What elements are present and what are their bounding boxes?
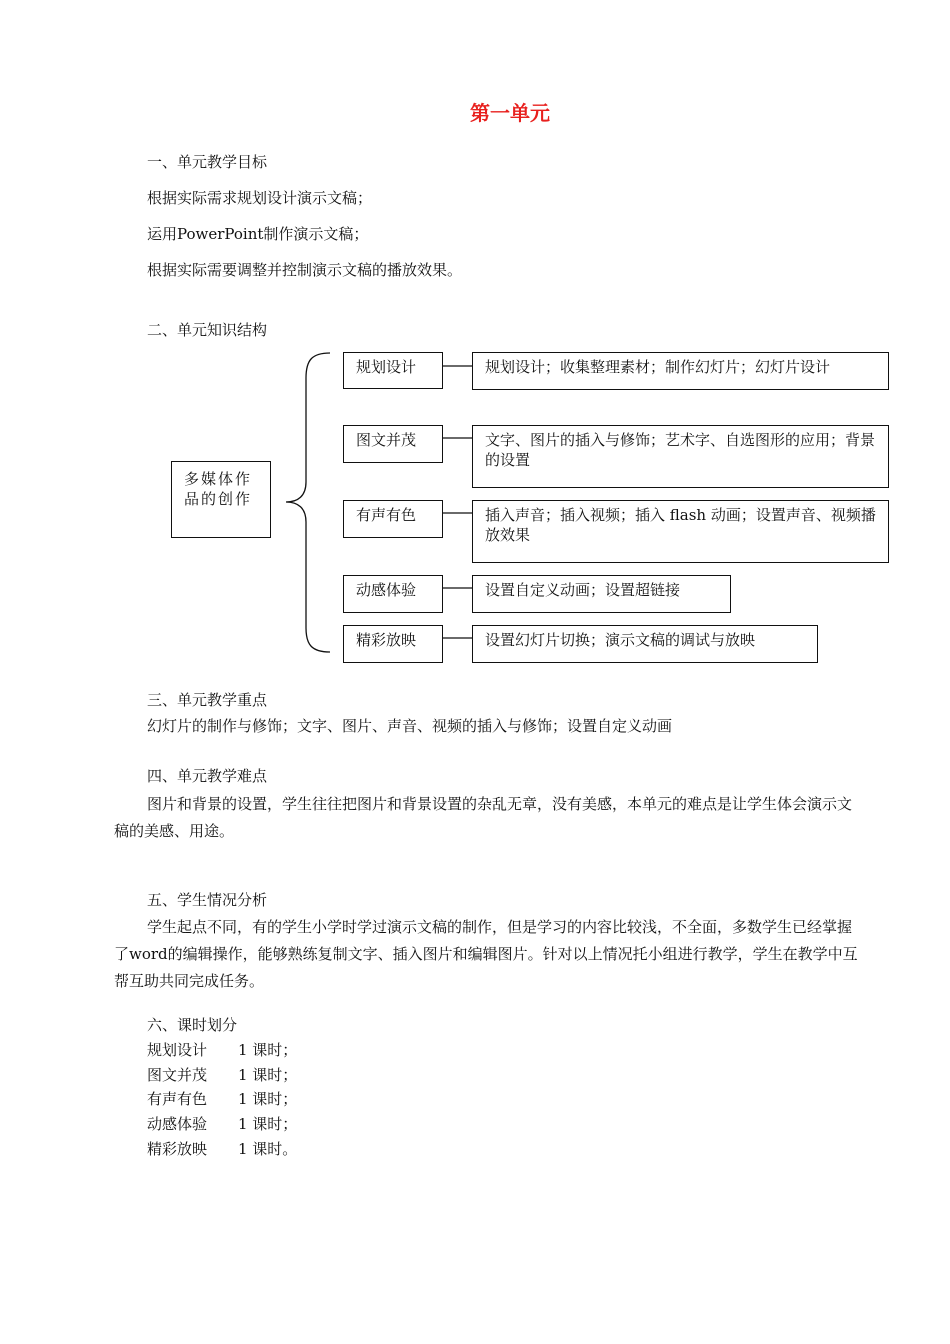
branch-node-sound xyxy=(343,500,443,538)
schedule-hours: 1 课时； xyxy=(238,1041,298,1059)
schedule-name: 有声有色 xyxy=(147,1090,208,1108)
section-5-heading: 五、学生情况分析 xyxy=(147,891,268,909)
section-4-text: 图片和背景的设置，学生往往把图片和背景设置的杂乱无章，没有美感，本单元的难点是让学生体会演示文稿的美感、用途。 xyxy=(114,795,853,840)
branch-node-text-image xyxy=(343,425,443,463)
detail-label: 插入声音；插入视频；插入 flash 动画；设置声音、视频播放效果 xyxy=(485,506,876,544)
detail-label: 设置幻灯片切换；演示文稿的调试与放映 xyxy=(485,631,756,649)
section-1-heading: 一、单元教学目标 xyxy=(147,153,268,171)
goal-item: 运用PowerPoint制作演示文稿； xyxy=(147,225,369,243)
schedule-name: 精彩放映 xyxy=(147,1140,208,1158)
schedule-hours: 1 课时； xyxy=(238,1115,298,1133)
detail-node-plan xyxy=(472,352,889,390)
detail-label: 文字、图片的插入与修饰；艺术字、自选图形的应用；背景的设置 xyxy=(485,431,876,469)
detail-node-text-image xyxy=(472,425,889,488)
branch-label: 规划设计 xyxy=(356,358,417,376)
root-node xyxy=(171,461,271,538)
detail-node-sound xyxy=(472,500,889,563)
goal-item: 根据实际需要调整并控制演示文稿的播放效果。 xyxy=(147,261,463,279)
section-6-heading: 六、课时划分 xyxy=(147,1016,238,1034)
section-4-heading: 四、单元教学难点 xyxy=(147,767,268,785)
schedule-name: 动感体验 xyxy=(147,1115,208,1133)
branch-node-animation xyxy=(343,575,443,613)
schedule-hours: 1 课时； xyxy=(238,1066,298,1084)
branch-label: 图文并茂 xyxy=(356,431,417,449)
branch-node-plan xyxy=(343,352,443,389)
schedule-hours: 1 课时。 xyxy=(238,1140,298,1158)
branch-label: 有声有色 xyxy=(356,506,417,524)
section-3-text: 幻灯片的制作与修饰；文字、图片、声音、视频的插入与修饰；设置自定义动画 xyxy=(147,717,673,735)
branch-label: 动感体验 xyxy=(356,581,417,599)
detail-label: 规划设计；收集整理素材；制作幻灯片；幻灯片设计 xyxy=(485,358,831,376)
branch-node-show xyxy=(343,625,443,663)
page-title: 第一单元 xyxy=(470,101,550,125)
schedule-hours: 1 课时； xyxy=(238,1090,298,1108)
detail-label: 设置自定义动画；设置超链接 xyxy=(485,581,681,599)
section-3-heading: 三、单元教学重点 xyxy=(147,691,268,709)
goal-item: 根据实际需求规划设计演示文稿； xyxy=(147,189,373,207)
section-2-heading: 二、单元知识结构 xyxy=(147,321,268,339)
brace-connector xyxy=(286,353,330,652)
section-5-text: 学生起点不同，有的学生小学时学过演示文稿的制作，但是学习的内容比较浅，不全面，多数学生已经掌握了word的编辑操作，能够熟练复制文字、插入图片和编辑图片。针对以上情况托小组进行教学，学生在教学中互帮互助共同完成任务。 xyxy=(114,918,858,990)
root-node-label: 多媒体作品的创作 xyxy=(184,470,253,508)
detail-node-animation xyxy=(472,575,731,613)
schedule-name: 图文并茂 xyxy=(147,1066,208,1084)
detail-node-show xyxy=(472,625,818,663)
branch-label: 精彩放映 xyxy=(356,631,417,649)
schedule-name: 规划设计 xyxy=(147,1041,208,1059)
